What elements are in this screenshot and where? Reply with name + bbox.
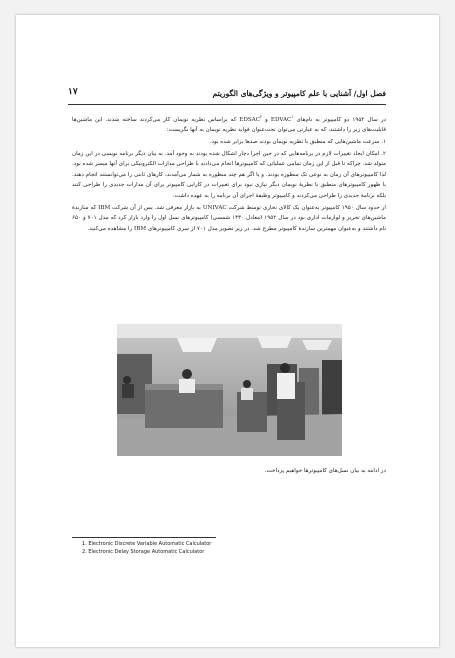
footnote-1: [82, 540, 382, 548]
footnote-number: 1.: [82, 541, 87, 547]
footnote-text: Electronic Discrete Variable Automatic Calculator: [88, 541, 212, 547]
paragraph-1: در سال ۱۹۵۲ دو کامپیوتر به نام‌های EDVAC$^۱$ و EDSAC$^۲$ که براساس نظریه نویمان کار می‌کردند ساخته شدند. این ماشین‌ها قابلیت‌های زیر را داشتند، که به عبارتی می‌توان تحت‌عنوان فواید نظریه نویمان به آنها نگریست:: [72, 114, 387, 134]
page-number: ۱۷: [68, 87, 78, 97]
paragraph-3: از حدود سال ۱۹۵۰ کامپیوتر به‌عنوان یک کالای تجاری توسط شرکت UNIVAC به بازار معرفی شد. پس از آن شرکت IBM که سازندهٔ ماشین‌های تحریر و لوازمات اداری بود در سال ۱۹۵۲ (معادل ۱۳۳۰ شمسی) کامپیوترهای نسل اول را وارد بازار کرد که مدل ۷۰۱ و ۶۵۰ نام داشتند و به‌عنوان مهمترین سازندهٔ کامپیوتر مطرح شد. در زیر تصویر مدل ۷۰۱ از سری کامپیوترهای IBM را مشاهده می‌کنید.: [72, 204, 386, 232]
footnote-ref-2: ۲: [259, 114, 263, 119]
edsac-term: EDSAC: [239, 116, 260, 123]
footnote-number: 2.: [82, 549, 87, 555]
computer-room-image: [117, 324, 342, 456]
footnote-rule: [72, 537, 216, 538]
header-rule: [68, 104, 386, 105]
chapter-title: فصل اول/ آشنایی با علم کامپیوتر و ویژگی‌های الگوریتم: [212, 89, 386, 98]
footnote-2: [82, 548, 382, 556]
list-item-2: ۲. امکان ایجاد تغییرات لازم در برنامه‌هایی که در حین اجرا دچار اشکال شده بودند به وجود آمد. به بیان دیگر برنامه نویسی در این زمان متولد شد. چراکه تا قبل از این زمان تمامی عملیاتی که کامپیوترها انجام می‌دادند با طراحی مدارات الکترونیکی برای آنها میسر شده بود. لذا کامپیوترهای آن زمان به نوعی تک منظوره بودند. و یا اگر هم چند منظوره به شمار می‌آمدند، کارهای ثابتی را می‌توانستند انجام دهند. با ظهور کامپیوترهای منطبق با نظریهٔ نویمان دیگر نیازی نبود برای تغییرات در کارایی کامپیوتر برای آن مدارات جدیدی را طراحی کنند بلکه برنامهٔ جدیدی را طراحی می‌کردند و کامپیوتر وظیفهٔ اجرای آن برنامه را به عهده داشت.: [72, 150, 386, 200]
list-item-1: ۱. سرعت ماشین‌هایی که منطبق با نظریه نویمان بودند صدها برابر شده بود.: [209, 139, 386, 146]
footnotes: [82, 540, 382, 556]
caption-text: در ادامه به بیان نسل‌های کامپیوترها خواهیم پرداخت.: [264, 468, 386, 474]
ibm-701-photo: [117, 324, 342, 456]
footnote-text: Electronic Delay Storage Automatic Calculator: [88, 549, 205, 555]
footnote-ref-1: ۱: [291, 114, 294, 119]
edvac-term: EDVAC: [270, 116, 292, 123]
body-text: [72, 112, 386, 235]
page-header: [68, 87, 386, 101]
